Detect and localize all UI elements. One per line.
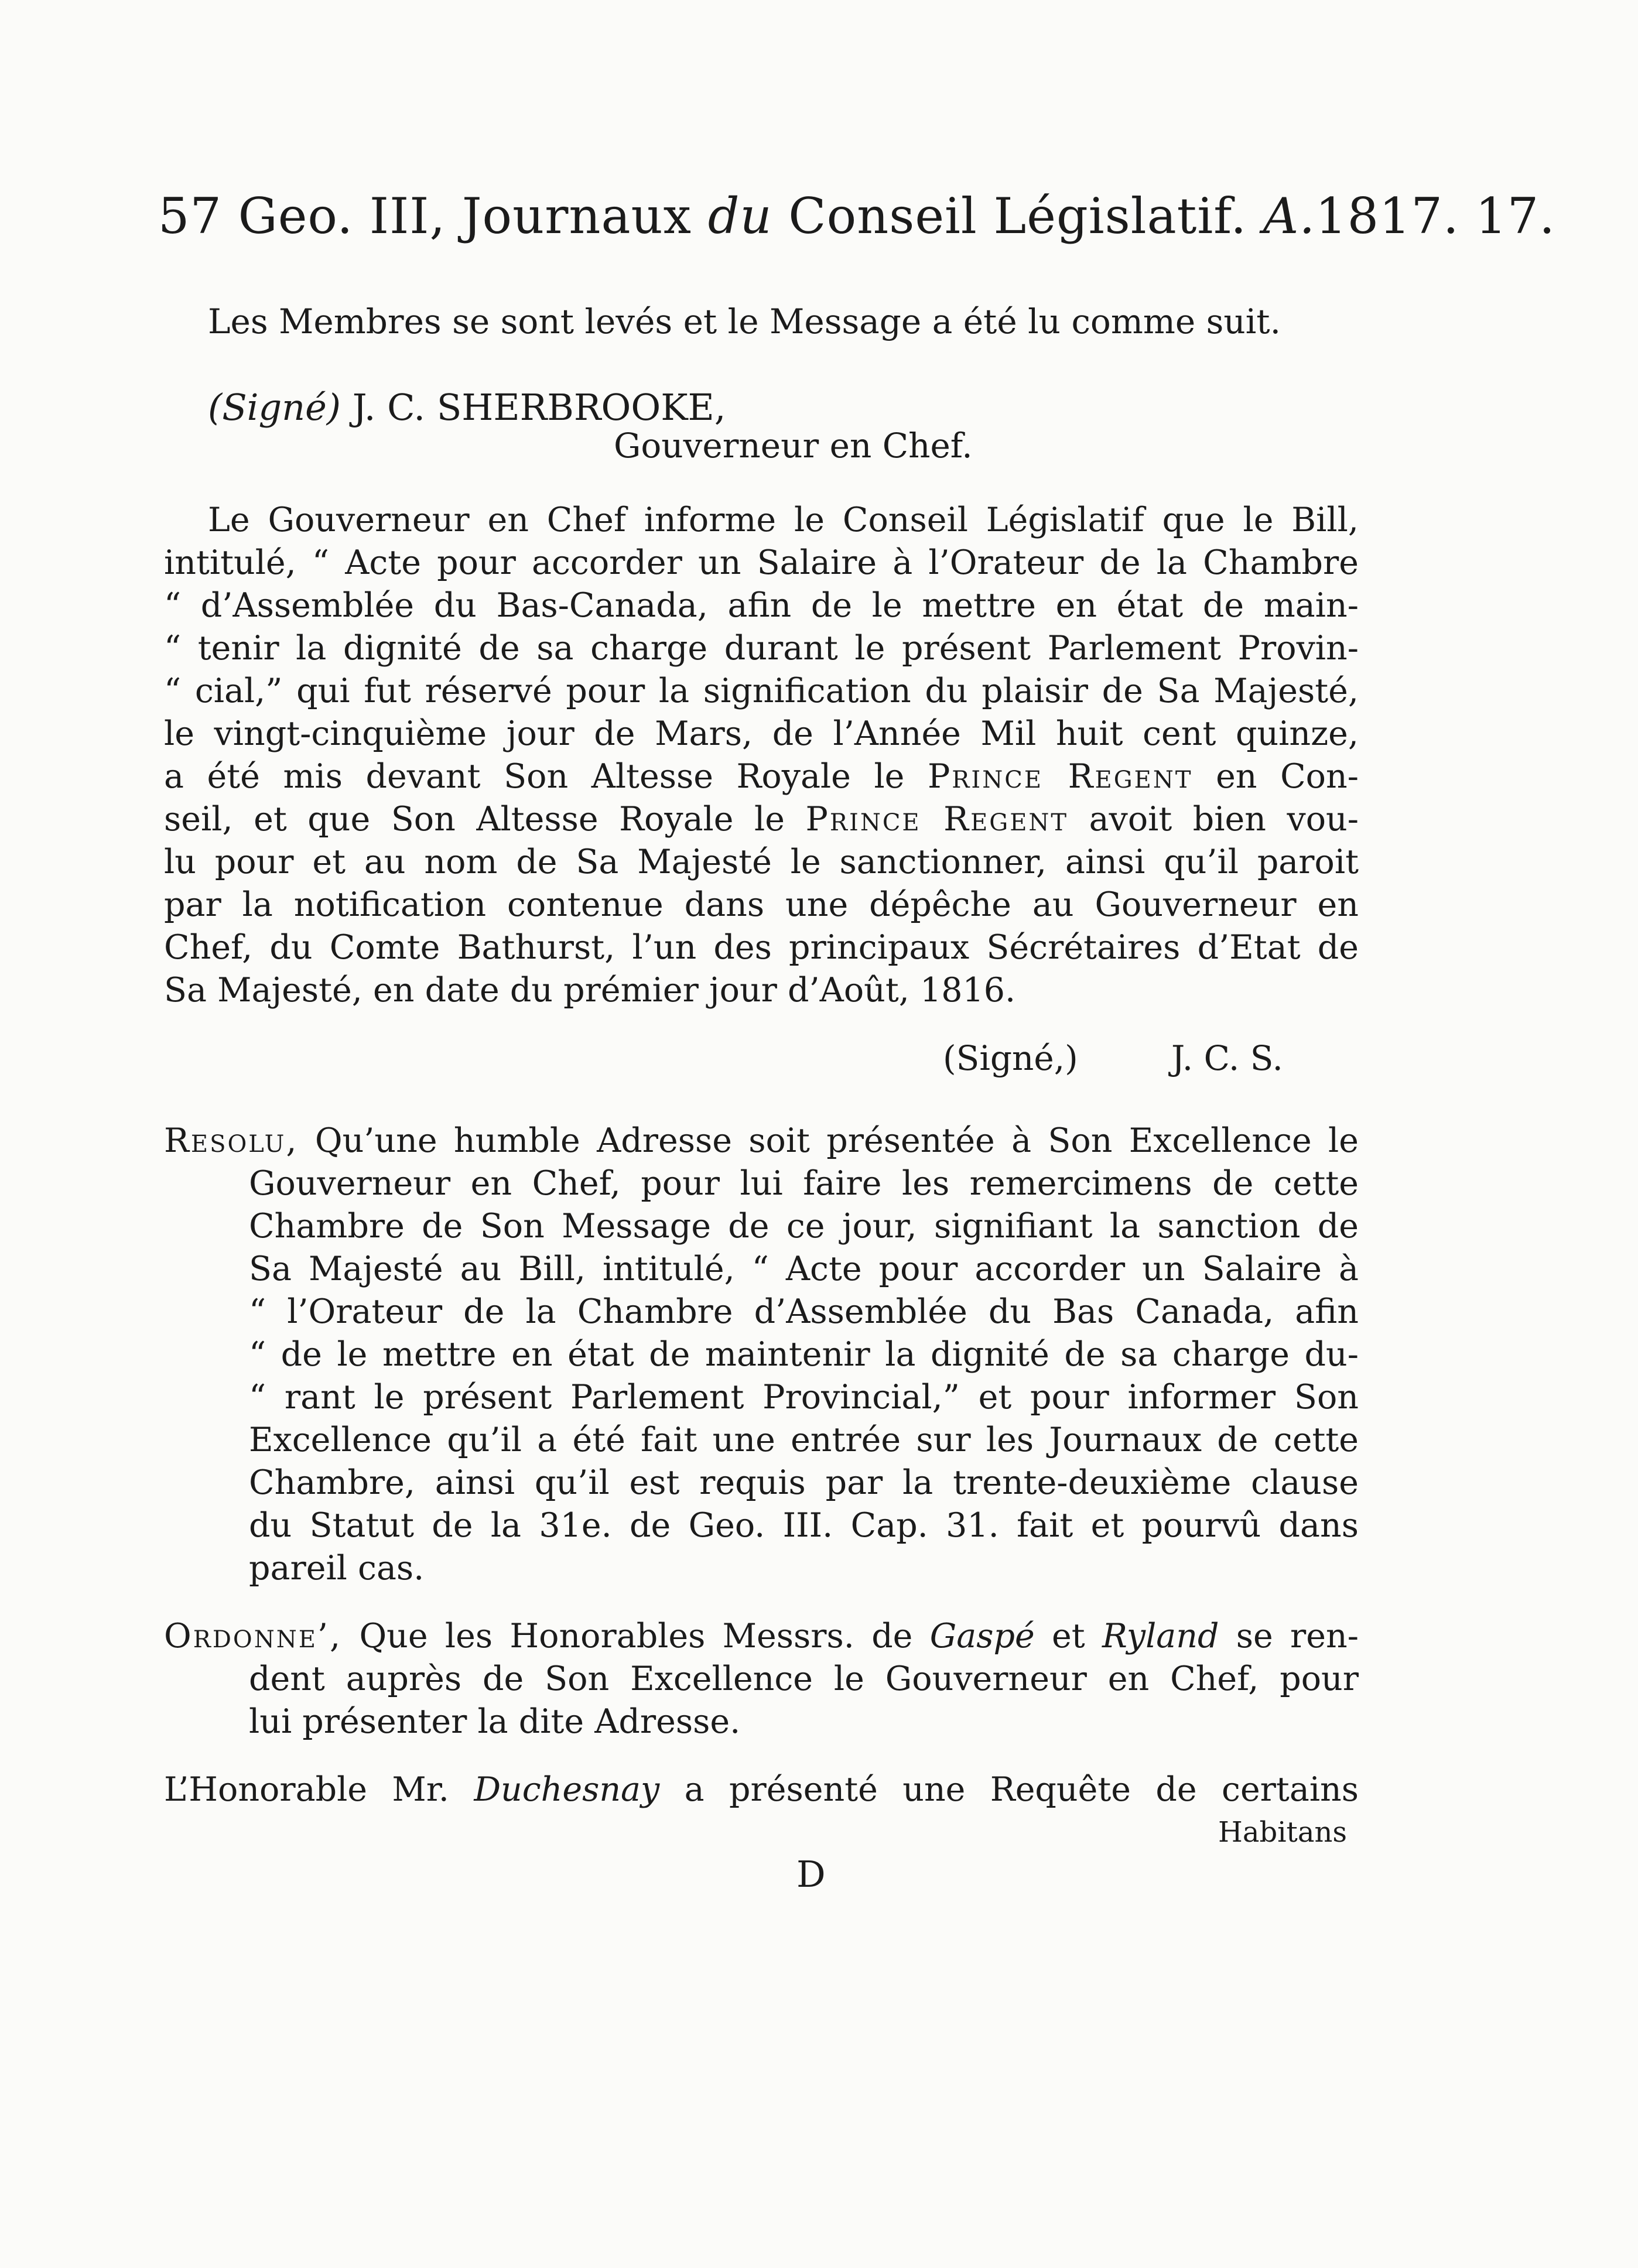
paragraph-line: “ de le mettre en état de maintenir la dignité de sa charge du- bbox=[249, 1335, 1359, 1374]
line-text: se ren- bbox=[1236, 1617, 1359, 1655]
paragraph-line: Le Gouverneur en Chef informe le Conseil Législatif que le Bill, bbox=[208, 501, 1359, 539]
resolu-label: Resolu, bbox=[164, 1121, 299, 1160]
paragraph-line: pareil cas. bbox=[249, 1549, 425, 1588]
paragraph-line bbox=[164, 798, 1359, 841]
paragraph-line: Chef, du Comte Bathurst, l’un des principaux Sécrétaires d’Etat de bbox=[164, 928, 1359, 967]
signature-mark: D bbox=[796, 1853, 826, 1896]
ordonne-paragraph bbox=[164, 1615, 1359, 1658]
paragraph-line: Gouverneur en Chef, pour lui faire les remercimens de cette bbox=[249, 1164, 1359, 1203]
paragraph-line: Sa Majesté au Bill, intitulé, “ Acte pour accorder un Salaire à bbox=[249, 1250, 1359, 1288]
message-intro: Les Membres se sont levés et le Message a été lu comme suit. bbox=[208, 302, 1281, 341]
header-anno: A. bbox=[1263, 187, 1316, 245]
paragraph-line: Excellence qu’il a été fait une entrée sur les Journaux de cette bbox=[249, 1421, 1359, 1459]
running-header: 57 Geo. III, Journaux du Conseil Législatif. A.1817. 17. bbox=[158, 187, 1555, 245]
resolu-body bbox=[249, 1162, 1359, 1590]
line-text: seil, et que Son Altesse Royale le bbox=[164, 800, 785, 839]
paragraph-line bbox=[164, 755, 1359, 798]
paragraph-line: Chambre, ainsi qu’il est requis par la trente-deuxième clause bbox=[249, 1463, 1359, 1502]
signature-name: J. C. SHERBROOKE, bbox=[352, 386, 726, 429]
prince-regent: Prince Regent bbox=[805, 800, 1069, 839]
paragraph-line: “ tenir la dignité de sa charge durant le présent Parlement Provin- bbox=[164, 629, 1359, 668]
paragraph-line: Sa Majesté, en date du prémier jour d’Août, 1816. bbox=[164, 971, 1016, 1010]
resolu-paragraph bbox=[164, 1120, 1359, 1162]
paragraph-line: “ d’Assemblée du Bas-Canada, afin de le mettre en état de main- bbox=[164, 586, 1359, 625]
header-conseil: Conseil Législatif. bbox=[788, 187, 1247, 245]
line-text: avoit bien vou- bbox=[1089, 800, 1359, 839]
name-ryland: Ryland bbox=[1102, 1617, 1219, 1655]
paragraph-line: dent auprès de Son Excellence le Gouverneur en Chef, pour bbox=[249, 1660, 1359, 1698]
paragraph-line: lu pour et au nom de Sa Majesté le sanctionner, ainsi qu’il paroit bbox=[164, 843, 1359, 881]
prince-regent: Prince Regent bbox=[927, 757, 1193, 796]
paragraph-line: le vingt-cinquième jour de Mars, de l’Année Mil huit cent quinze, bbox=[164, 714, 1359, 753]
ordonne-body bbox=[249, 1658, 1359, 1743]
line-text: L’Honorable Mr. bbox=[164, 1770, 449, 1809]
catchword: Habitans bbox=[1218, 1816, 1348, 1849]
paragraph-line: “ l’Orateur de la Chambre d’Assemblée du Bas Canada, afin bbox=[249, 1292, 1359, 1331]
header-du: du bbox=[707, 187, 772, 245]
short-signature-initials: J. C. S. bbox=[1171, 1038, 1283, 1078]
signature-title: Gouverneur en Chef. bbox=[614, 426, 973, 466]
paragraph-line bbox=[164, 1768, 1359, 1811]
paragraph-line: par la notification contenue dans une dépêche au Gouverneur en bbox=[164, 885, 1359, 924]
name-gaspe: Gaspé bbox=[929, 1617, 1035, 1655]
name-duchesnay: Duchesnay bbox=[474, 1770, 660, 1809]
signature-line bbox=[208, 386, 726, 429]
line-text: et bbox=[1052, 1617, 1085, 1655]
paragraph-line bbox=[164, 1120, 1359, 1162]
line-text: Que les Honorables Messrs. de bbox=[359, 1617, 913, 1655]
line-text: Qu’une humble Adresse soit présentée à Son Excellence le bbox=[314, 1121, 1359, 1160]
header-page-number: 17. bbox=[1475, 187, 1555, 245]
paragraph-line: “ rant le présent Parlement Provincial,” et pour informer Son bbox=[249, 1378, 1359, 1417]
paragraph-line: intitulé, “ Acte pour accorder un Salaire à l’Orateur de la Chambre bbox=[164, 543, 1359, 582]
line-text: en Con- bbox=[1216, 757, 1359, 796]
paragraph-line: du Statut de la 31e. de Geo. III. Cap. 31. fait et pourvû dans bbox=[249, 1506, 1359, 1545]
header-year: 1817. bbox=[1315, 187, 1459, 245]
paragraph-line: lui présenter la dite Adresse. bbox=[249, 1702, 741, 1741]
line-text: a été mis devant Son Altesse Royale le bbox=[164, 757, 905, 796]
header-journaux: Journaux bbox=[461, 187, 692, 245]
ordonne-label: Ordonne’, bbox=[164, 1617, 343, 1655]
governor-paragraph bbox=[164, 499, 1359, 1012]
short-signature-signe: (Signé,) bbox=[943, 1038, 1078, 1078]
paragraph-line bbox=[164, 1615, 1359, 1658]
line-text: a présenté une Requête de certains bbox=[684, 1770, 1359, 1809]
paragraph-line: “ cial,” qui fut réservé pour la signification du plaisir de Sa Majesté, bbox=[164, 672, 1359, 710]
signature-signe: (Signé) bbox=[208, 386, 341, 429]
paragraph-line: Chambre de Son Message de ce jour, signifiant la sanction de bbox=[249, 1207, 1359, 1246]
header-session: 57 Geo. III bbox=[158, 187, 430, 245]
duchesnay-paragraph bbox=[164, 1768, 1359, 1811]
